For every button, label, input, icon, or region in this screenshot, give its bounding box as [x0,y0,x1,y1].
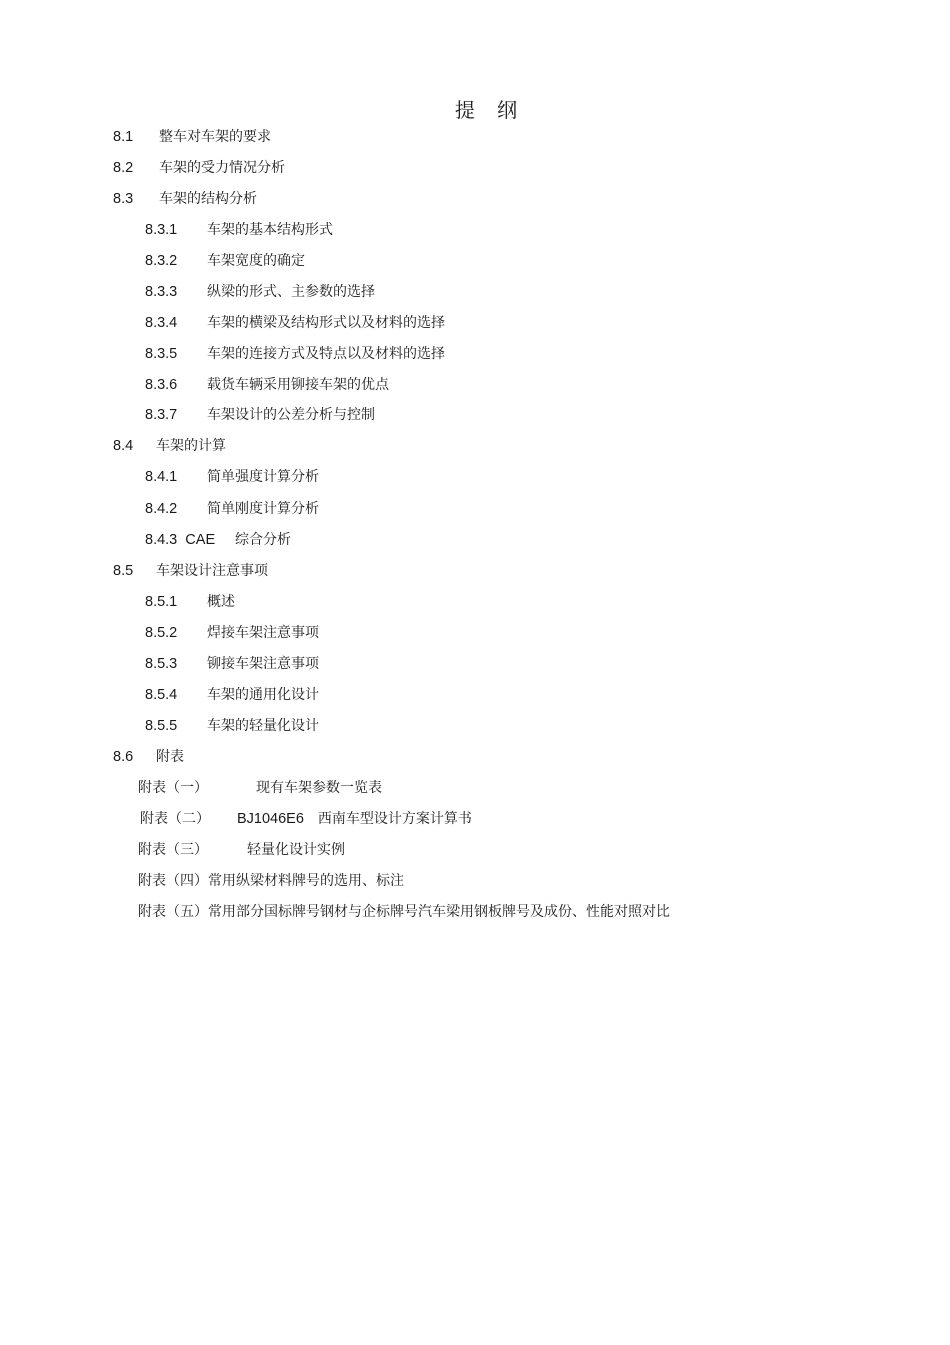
toc-text: 简单刚度计算分析 [207,501,319,517]
toc-text: 综合分析 [235,532,291,548]
toc-item-8-3-1 [145,220,333,240]
appendix-item-1 [138,778,382,798]
toc-item-8-5-5 [145,716,319,736]
toc-number: 8.1 [113,129,134,145]
toc-number: 8.4.3 CAE [145,532,216,548]
toc-number: 8.5.5 [145,718,178,734]
toc-item-8-5-1 [145,592,235,612]
toc-item-8-3-4 [145,313,445,333]
toc-text: 车架的轻量化设计 [207,718,319,734]
appendix-code: BJ1046E6 [237,811,304,827]
appendix-item-2 [140,809,472,829]
toc-number: 8.5.3 [145,656,178,672]
toc-text: 概述 [207,594,235,610]
toc-number: 8.4.2 [145,501,178,517]
toc-number: 8.4 [113,438,134,454]
appendix-text: 现有车架参数一览表 [256,780,382,796]
appendix-label: 附表（一） [138,780,208,796]
toc-item-8-5-4 [145,685,319,705]
appendix-label: 附表（四） [138,873,208,889]
toc-number: 8.3.3 [145,284,178,300]
toc-text: 铆接车架注意事项 [207,656,319,672]
toc-item-8-4-3 [145,530,291,550]
toc-text: 车架的连接方式及特点以及材料的选择 [207,346,445,362]
toc-text: 车架宽度的确定 [207,253,305,269]
appendix-text: 轻量化设计实例 [247,842,345,858]
toc-text: 车架的结构分析 [159,191,257,207]
toc-text: 车架的基本结构形式 [207,222,333,238]
toc-number: 8.5 [113,563,134,579]
toc-number: 8.3.4 [145,315,178,331]
page-title: 提 纲 [454,98,526,122]
toc-item-8-5-2 [145,623,319,643]
appendix-item-5 [138,902,670,922]
toc-item-8-3-3 [145,282,375,302]
toc-text: 简单强度计算分析 [207,469,319,485]
appendix-text: 西南车型设计方案计算书 [317,811,472,827]
toc-item-8-3-5 [145,344,445,364]
toc-text: 载货车辆采用铆接车架的优点 [207,377,389,393]
appendix-text: 常用纵梁材料牌号的选用、标注 [208,873,404,889]
toc-item-8-3 [113,189,257,209]
toc-number: 8.5.1 [145,594,178,610]
toc-text: 车架的横梁及结构形式以及材料的选择 [207,315,445,331]
toc-text: 纵梁的形式、主参数的选择 [207,284,375,300]
toc-number: 8.2 [113,160,134,176]
toc-text: 整车对车架的要求 [159,129,271,145]
toc-number: 8.6 [113,749,134,765]
appendix-item-3 [138,840,345,860]
toc-text: 车架的受力情况分析 [159,160,285,176]
appendix-label: 附表（三） [138,842,208,858]
toc-number: 8.5.4 [145,687,178,703]
toc-item-8-4-2 [145,499,319,519]
toc-item-8-4 [113,436,226,456]
toc-text: 车架设计注意事项 [156,563,268,579]
toc-item-8-2 [113,158,285,178]
toc-text: 焊接车架注意事项 [207,625,319,641]
toc-number: 8.3 [113,191,134,207]
toc-number: 8.3.2 [145,253,178,269]
toc-item-8-1 [113,127,271,147]
appendix-text: 常用部分国标牌号钢材与企标牌号汽车梁用钢板牌号及成份、性能对照对比 [208,904,670,920]
toc-number: 8.3.5 [145,346,178,362]
toc-item-8-3-7 [145,405,375,425]
toc-item-8-4-1 [145,467,319,487]
toc-number: 8.3.7 [145,407,178,423]
appendix-label: 附表（二） [140,811,210,827]
appendix-label: 附表（五） [138,904,208,920]
toc-number: 8.3.6 [145,377,178,393]
toc-text: 车架设计的公差分析与控制 [207,407,375,423]
toc-item-8-6 [113,747,184,767]
appendix-item-4 [138,871,404,891]
toc-number: 8.3.1 [145,222,178,238]
toc-text: 车架的通用化设计 [207,687,319,703]
toc-item-8-5-3 [145,654,319,674]
toc-number: 8.5.2 [145,625,178,641]
toc-item-8-3-6 [145,375,389,395]
toc-text: 附表 [156,749,184,765]
toc-text: 车架的计算 [156,438,226,454]
toc-number: 8.4.1 [145,469,178,485]
toc-item-8-3-2 [145,251,305,271]
toc-item-8-5 [113,561,268,581]
